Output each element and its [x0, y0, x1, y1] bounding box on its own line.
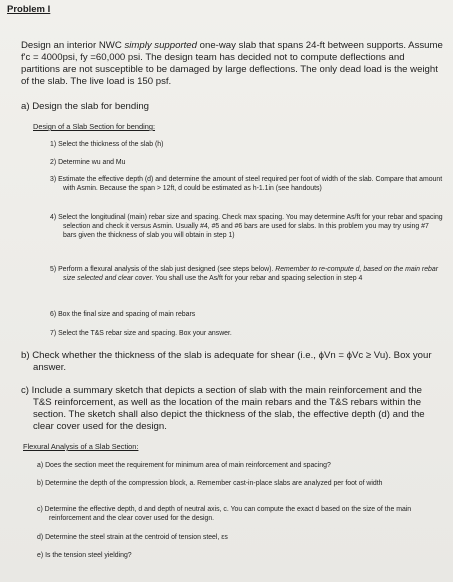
item-number: 3) — [50, 176, 57, 183]
intro-part-1: Design an interior NWC — [21, 40, 122, 51]
part-a-heading: a) Design the slab for bending — [21, 101, 149, 112]
item-number: 1) — [50, 141, 57, 148]
problem-statement — [21, 40, 443, 88]
item-text-tail: You shall use the As/ft for your rebar and spacing selection in step 4 — [155, 275, 363, 282]
list-item — [37, 505, 445, 523]
list-item — [37, 479, 445, 488]
list-item — [37, 461, 445, 470]
list-item — [50, 265, 443, 283]
item-emphasis: Remember to re-compute d, based on the main rebar size selected and clear cover. — [63, 266, 439, 282]
item-text: Select the T&S rebar size and spacing. Box your answer. — [58, 330, 232, 337]
item-text: Does the section meet the requirement for minimum area of main reinforcement and spacing? — [45, 462, 331, 469]
item-text: Determine the steel strain at the centroid of tension steel, εs — [45, 534, 228, 541]
list-item — [50, 329, 431, 338]
item-text: Determine wu and Mu — [58, 159, 126, 166]
item-text: Determine the effective depth, d and depth of neutral axis, c. You can compute the exact d based on the size of the main reinforcement and the clear cover used for the design. — [44, 506, 412, 522]
item-text: Box the final size and spacing of main rebars — [58, 311, 196, 318]
part-a-subheading: Design of a Slab Section for bending: — [33, 122, 156, 131]
item-text: Estimate the effective depth (d) and determine the amount of steel required per foot of width of the slab. Compare that amount with Asmin. Because the span > 12ft, d could be estimated as h-1.1in (see handouts) — [58, 176, 443, 192]
item-text: Select the longitudinal (main) rebar size and spacing. Check max spacing. You may determine As/ft for your rebar and spacing selection and check it versus Asmin. Usually #4, #5 and #6 bars are used for slabs. In this problem you may try using #7 bars given the thickness of slab you will obtain in step 1) — [58, 214, 443, 239]
item-number: b) — [37, 480, 44, 487]
item-number: c) — [37, 506, 43, 513]
item-number: d) — [37, 534, 44, 541]
list-item — [50, 310, 431, 319]
list-item — [50, 175, 443, 193]
item-number: 4) — [50, 214, 57, 221]
item-number: 5) — [50, 266, 57, 273]
list-item — [50, 140, 431, 149]
item-text: Perform a flexural analysis of the slab just designed (see steps below). — [58, 266, 274, 273]
item-number: a) — [37, 462, 44, 469]
item-number: e) — [37, 552, 44, 559]
list-item — [50, 158, 431, 167]
list-item — [37, 551, 445, 560]
intro-part-2: one-way slab that spans 24-ft between supports. Assume f'c = 4000psi, fy =60,000 psi. The design team has decided not to compute deflections and partitions are not susceptible to be damaged by large deflections. The only dead load is the weight of the slab. The live load is 150 psf. — [21, 40, 443, 87]
item-text: Determine the depth of the compression block, a. Remember cast-in-place slabs are analyzed per foot of width — [45, 480, 383, 487]
item-number: 7) — [50, 330, 57, 337]
problem-title: Problem I — [7, 4, 51, 15]
item-number: 2) — [50, 159, 57, 166]
item-text: Is the tension steel yielding? — [45, 552, 132, 559]
item-text: Select the thickness of the slab (h) — [58, 141, 164, 148]
intro-emphasis: simply supported — [124, 40, 197, 51]
item-number: 6) — [50, 311, 57, 318]
list-item — [50, 213, 443, 240]
part-b: b) Check whether the thickness of the slab is adequate for shear (i.e., ϕVn = ϕVc ≥ Vu). Box your answer. — [21, 350, 432, 373]
part-c: c) Include a summary sketch that depicts a section of slab with the main reinforcement and the T&S reinforcement, as well as the location of the main rebars and the T&S rebars within the section. The sketch shall also depict the thickness of the slab, the effective depth (d) and the clear cover used for the design. — [21, 385, 425, 432]
flexural-heading: Flexural Analysis of a Slab Section: — [23, 442, 139, 451]
list-item — [37, 533, 445, 542]
